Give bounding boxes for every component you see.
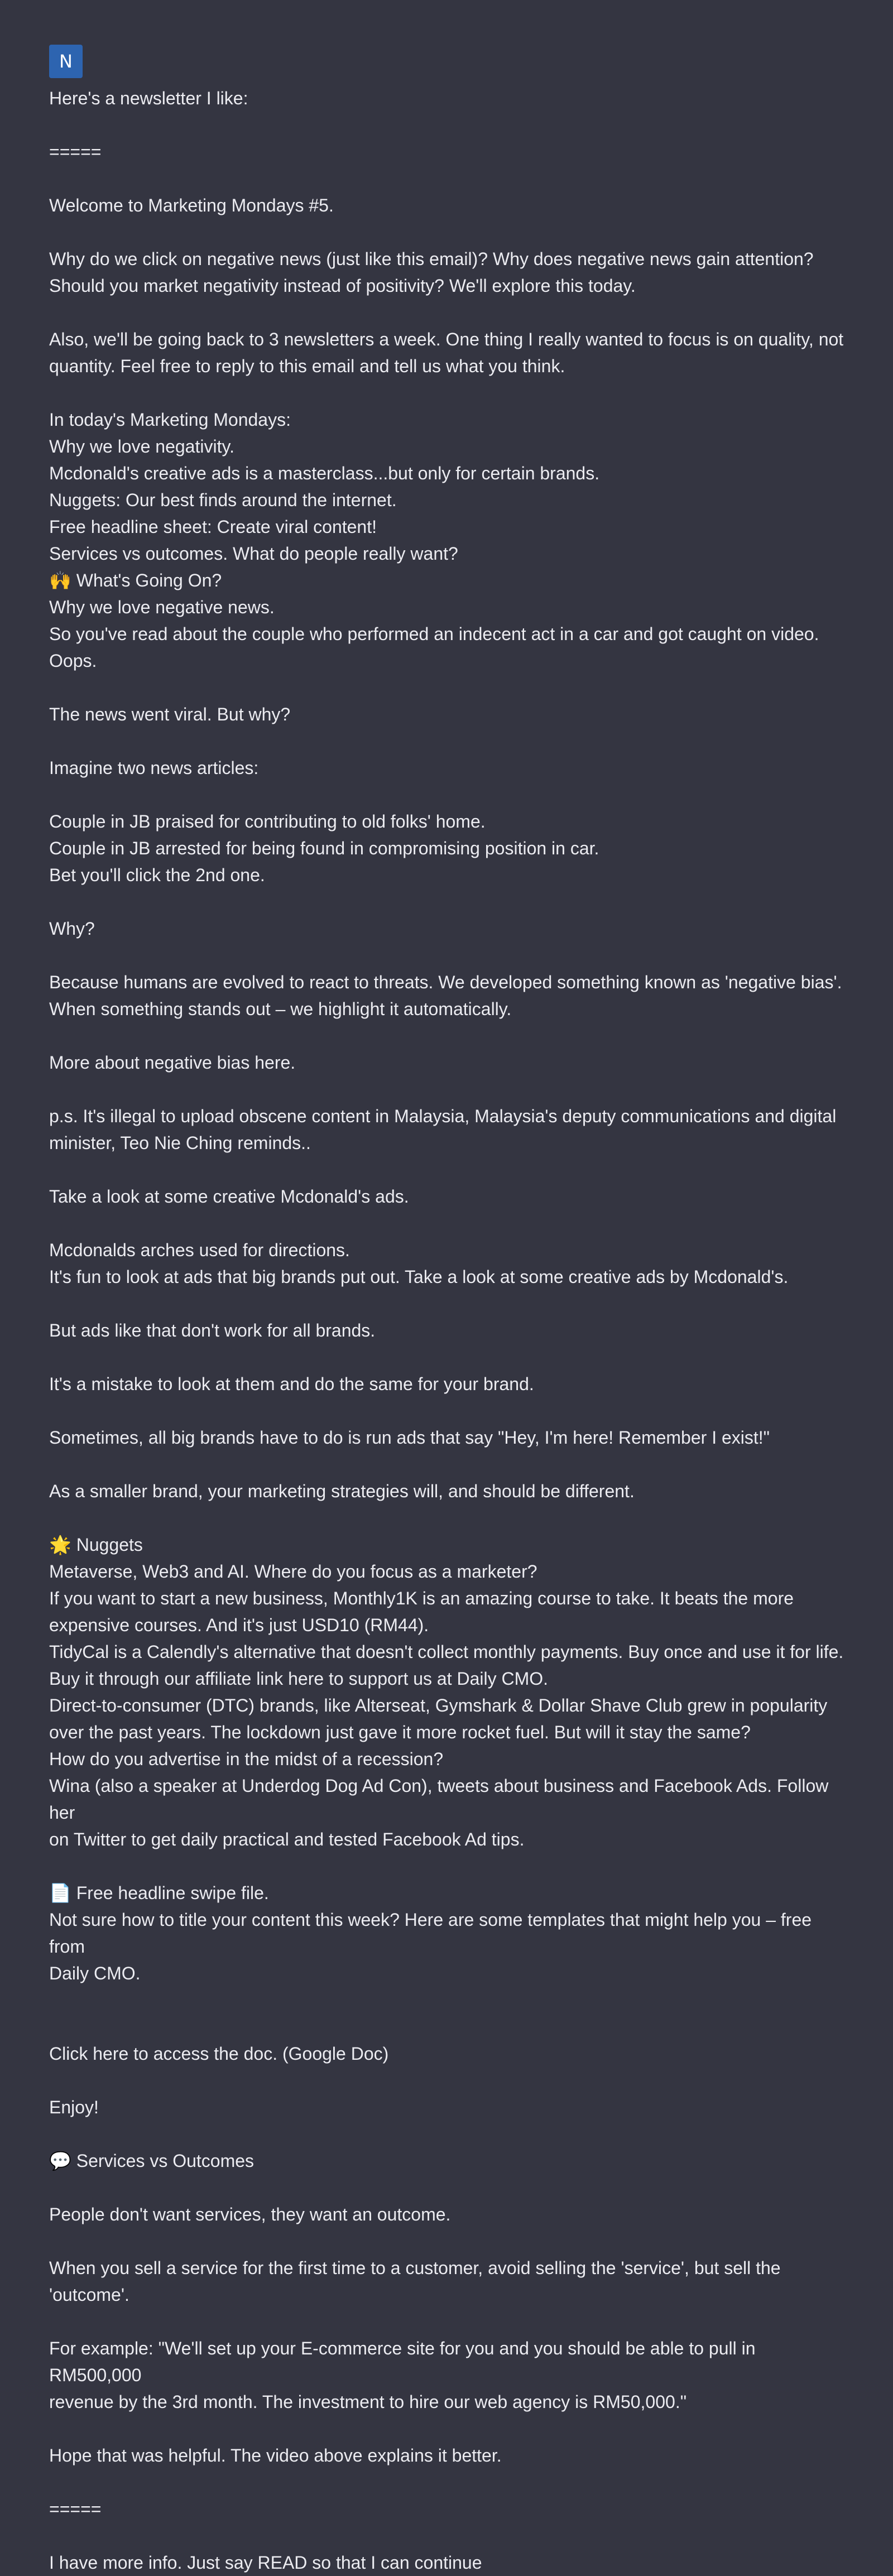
blank-line xyxy=(49,781,844,808)
message-line: As a smaller brand, your marketing strategies will, and should be different. xyxy=(49,1481,635,1501)
blank-line xyxy=(49,1451,844,1478)
message-line: over the past years. The lockdown just gave it more rocket fuel. But will it stay the same? xyxy=(49,1722,751,1742)
message-line: minister, Teo Nie Ching reminds.. xyxy=(49,1133,311,1153)
blank-line xyxy=(49,112,844,138)
message-line: Also, we'll be going back to 3 newsletters a week. One thing I really wanted to focus is on quality, not xyxy=(49,329,844,349)
message-line: Wina (also a speaker at Underdog Dog Ad Con), tweets about business and Facebook Ads. Follow her xyxy=(49,1776,834,1823)
message-line: Mcdonalds arches used for directions. xyxy=(49,1240,350,1260)
message-line: Here's a newsletter I like: xyxy=(49,88,248,108)
message-line: on Twitter to get daily practical and tested Facebook Ad tips. xyxy=(49,1829,525,1849)
message-line: It's fun to look at ads that big brands put out. Take a look at some creative ads by Mcdonald's. xyxy=(49,1267,789,1287)
blank-line xyxy=(49,2174,844,2201)
message-line: How do you advertise in the midst of a recession? xyxy=(49,1749,444,1769)
message-line: Metaverse, Web3 and AI. Where do you focus as a marketer? xyxy=(49,1561,537,1582)
message-line: Nuggets: Our best finds around the internet. xyxy=(49,490,397,510)
blank-line xyxy=(49,1853,844,1880)
message-line: Why we love negative news. xyxy=(49,597,275,617)
message-body xyxy=(49,85,844,2576)
blank-line xyxy=(49,2067,844,2094)
blank-line xyxy=(49,888,844,915)
blank-line xyxy=(49,219,844,246)
avatar-initial: N xyxy=(59,51,73,72)
message-line: When something stands out – we highlight it automatically. xyxy=(49,999,512,1019)
message-line: Buy it through our affiliate link here to support us at Daily CMO. xyxy=(49,1669,549,1689)
blank-line xyxy=(49,2308,844,2335)
message-line: revenue by the 3rd month. The investment to hire our web agency is RM50,000." xyxy=(49,2392,687,2412)
message-line: The news went viral. But why? xyxy=(49,704,291,724)
message-line: Daily CMO. xyxy=(49,1963,141,1983)
message-line: Take a look at some creative Mcdonald's ads. xyxy=(49,1186,409,1207)
message-line: Hope that was helpful. The video above explains it better. xyxy=(49,2445,502,2466)
blank-line xyxy=(49,2013,844,2040)
message-line: People don't want services, they want an outcome. xyxy=(49,2204,451,2224)
message-line: So you've read about the couple who performed an indecent act in a car and got caught on video. xyxy=(49,624,819,644)
message-line: Welcome to Marketing Mondays #5. xyxy=(49,195,334,215)
message-line: 📄 Free headline swipe file. xyxy=(49,1883,269,1903)
blank-line xyxy=(49,1397,844,1424)
blank-line xyxy=(49,1210,844,1237)
blank-line xyxy=(49,1022,844,1049)
message-line: Why? xyxy=(49,919,95,939)
message-line: In today's Marketing Mondays: xyxy=(49,410,291,430)
message-line: When you sell a service for the first time to a customer, avoid selling the 'service', but sell the xyxy=(49,2258,781,2278)
blank-line xyxy=(49,1987,844,2013)
message-line: Enjoy! xyxy=(49,2097,99,2117)
blank-line xyxy=(49,2469,844,2496)
message-line: Mcdonald's creative ads is a masterclass...but only for certain brands. xyxy=(49,463,600,483)
message-line: Couple in JB praised for contributing to old folks' home. xyxy=(49,811,486,832)
blank-line xyxy=(49,2121,844,2147)
message-line: Bet you'll click the 2nd one. xyxy=(49,865,265,885)
blank-line xyxy=(49,674,844,701)
message-line: But ads like that don't work for all brands. xyxy=(49,1320,376,1340)
blank-line xyxy=(49,1156,844,1183)
message-line: ===== xyxy=(49,2499,102,2519)
message-line: ===== xyxy=(49,142,102,162)
message-line: Services vs outcomes. What do people really want? xyxy=(49,544,458,564)
message-line: Why we love negativity. xyxy=(49,436,234,456)
message-line: Imagine two news articles: xyxy=(49,758,259,778)
message-line: Not sure how to title your content this week? Here are some templates that might help you – free from xyxy=(49,1910,817,1957)
message-line: p.s. It's illegal to upload obscene content in Malaysia, Malaysia's deputy communications and digital xyxy=(49,1106,837,1126)
blank-line xyxy=(49,1290,844,1317)
message-line: 'outcome'. xyxy=(49,2285,129,2305)
blank-line xyxy=(49,2522,844,2549)
blank-line xyxy=(49,1076,844,1103)
blank-line xyxy=(49,942,844,969)
blank-line xyxy=(49,728,844,754)
blank-line xyxy=(49,1344,844,1371)
message-line: Click here to access the doc. (Google Doc) xyxy=(49,2044,389,2064)
message-line: Because humans are evolved to react to threats. We developed something known as 'negative bias'. xyxy=(49,972,842,992)
message-line: I have more info. Just say READ so that I can continue xyxy=(49,2553,482,2573)
message-line: Direct-to-consumer (DTC) brands, like Alterseat, Gymshark & Dollar Shave Club grew in popularity xyxy=(49,1695,828,1715)
message-line: 🙌 What's Going On? xyxy=(49,570,222,590)
message-line: 🌟 Nuggets xyxy=(49,1535,143,1555)
message-line: Oops. xyxy=(49,651,97,671)
message-line: Should you market negativity instead of positivity? We'll explore this today. xyxy=(49,276,636,296)
message-line: Why do we click on negative news (just like this email)? Why does negative news gain attention? xyxy=(49,249,814,269)
message-line: 💬 Services vs Outcomes xyxy=(49,2151,255,2171)
message-line: For example: "We'll set up your E-commerce site for you and you should be able to pull in RM500,000 xyxy=(49,2338,761,2385)
message-line: More about negative bias here. xyxy=(49,1052,296,1073)
message-line: It's a mistake to look at them and do the same for your brand. xyxy=(49,1374,534,1394)
blank-line xyxy=(49,299,844,326)
blank-line xyxy=(49,2228,844,2255)
message-line: TidyCal is a Calendly's alternative that doesn't collect monthly payments. Buy once and use it for life. xyxy=(49,1642,844,1662)
message-line: Sometimes, all big brands have to do is run ads that say "Hey, I'm here! Remember I exist!" xyxy=(49,1428,770,1448)
message-line: quantity. Feel free to reply to this email and tell us what you think. xyxy=(49,356,565,376)
message-line: If you want to start a new business, Monthly1K is an amazing course to take. It beats the more xyxy=(49,1588,794,1608)
message-line: Free headline sheet: Create viral content! xyxy=(49,517,377,537)
blank-line xyxy=(49,165,844,192)
blank-line xyxy=(49,379,844,406)
blank-line xyxy=(49,1505,844,1531)
message-line: expensive courses. And it's just USD10 (RM44). xyxy=(49,1615,429,1635)
user-avatar xyxy=(49,45,83,78)
message-line: Couple in JB arrested for being found in compromising position in car. xyxy=(49,838,599,858)
blank-line xyxy=(49,2415,844,2442)
